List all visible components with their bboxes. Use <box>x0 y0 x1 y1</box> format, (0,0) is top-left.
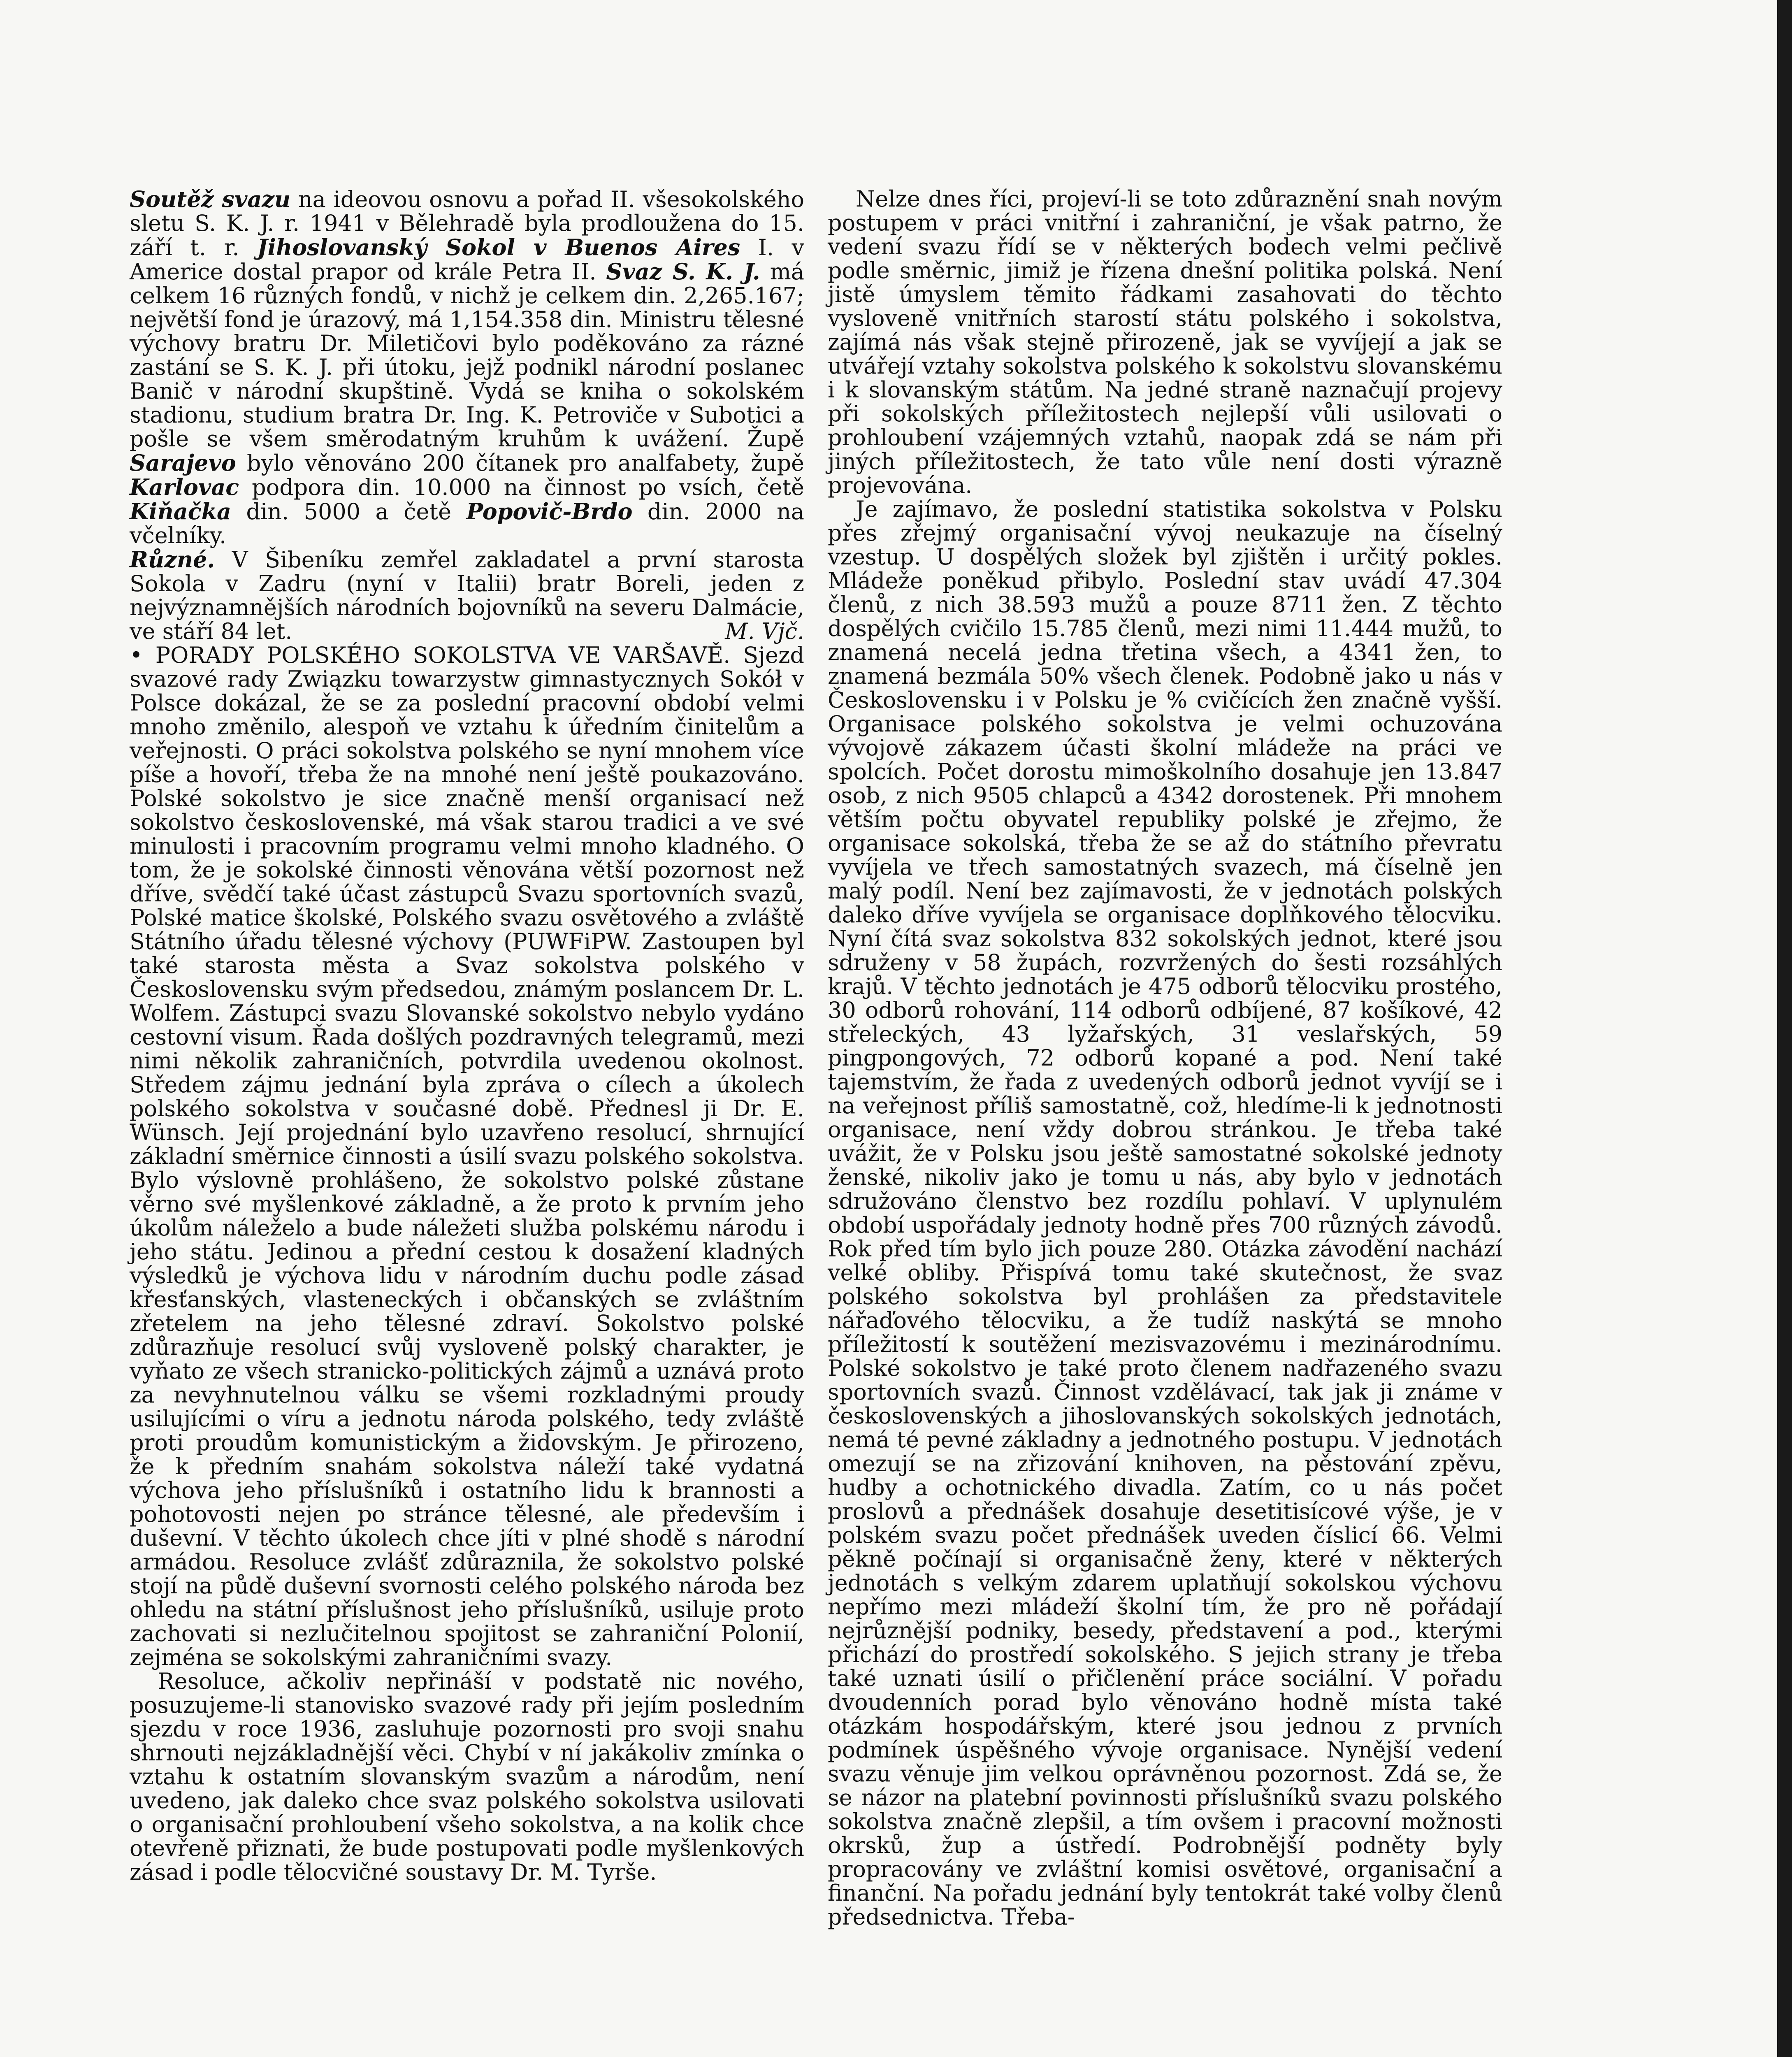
right-column <box>828 187 1502 1929</box>
emphasis-text: Karlovac <box>130 474 239 500</box>
emphasis-text: Jihoslovanský Sokol v Buenos Aires <box>257 234 740 260</box>
paragraph-text: má celkem 16 různých fondů, v nichž je celkem din. 2,265.167; největší fond je úrazový, má 1,154.358 din. Ministru tělesné výchovy bratru Dr. Miletičovi bylo poděkováno za rázné zastání se S. K. J. při útoku, jejž podnikl národní poslanec Banič v národní skupštině. Vydá se kniha o sokolském stadionu, studium bratra Dr. Ing. K. Petroviče v Subotici a pošle se všem směrodatným kruhům k uvážení. Župě <box>130 259 804 452</box>
left-column <box>130 187 804 1884</box>
paragraph-resoluce: Resoluce, ačkoliv nepřináší v podstatě nic nového, posuzujeme-li stanovisko svazové rady při jejím posledním sjezdu v roce 1936, zasluhuje pozornosti pro svoji snahu shrnouti nejzákladnější věci. Chybí v ní jakákoliv zmínka o vztahu k ostatním slovanským svazům a národům, není uvedeno, jak daleko chce svaz polského sokolstva usilovati o organisační prohloubení všeho sokolstva, a na kolik chce otevřeně přiznati, že bude postupovati podle myšlenkových zásad i podle tělocvičné soustavy Dr. M. Tyrše. <box>130 1668 804 1885</box>
paragraph-ruzne <box>130 548 804 643</box>
paragraph-text: na ideovou osnovu a pořad II. všesokolského sletu S. K. J. r. 1941 v Bělehradě byla prodloužena do 15. září t. r. <box>130 186 804 260</box>
paragraph-porady-polskeho-sokolstva: • PORADY POLSKÉHO SOKOLSTVA VE VARŠAVĚ. Sjezd svazové rady Związku towarzystw gimnastycznych Sokół v Polsce dokázal, že se za poslední pracovní období velmi mnoho změnilo, alespoň ve vztahu k úředním činitelům a veřejnosti. O práci sokolstva polského se nyní mnohem více píše a hovoří, třeba že na mnohé není ještě poukazováno. Polské sokolstvo je sice značně menší organisací než sokolstvo československé, má však starou tradici a ve své minulosti i pracovním programu velmi mnoho kladného. O tom, že je sokolské činnosti věnována větší pozornost než dříve, svědčí také účast zástupců Svazu sportovních svazů, Polské matice školské, Polského svazu osvětového a zvláště Státního úřadu tělesné výchovy (PUWFiPW. Zastoupen byl také starosta města a Svaz sokolstva polského v Československu svým předsedou, známým poslancem Dr. L. Wolfem. Zástupci svazu Slovanské sokolstvo nebylo vydáno cestovní visum. Řada došlých pozdravných telegramů, mezi nimi několik zahraničních, potvrdila uvedenou okolnost. Středem zájmu jednání byla zpráva o cílech a úkolech polského sokolstva v současné době. Přednesl ji Dr. E. Wünsch. Její projednání bylo uzavřeno resolucí, shrnující základní směrnice činnosti a úsilí svazu polského sokolstva. Bylo výslovně prohlášeno, že sokolstvo polské zůstane věrno své myšlenkové základně, a že proto k prvním jeho úkolům náleželo a bude náležeti služba polskému národu i jeho státu. Jedinou a přední cestou k dosažení kladných výsledků je výchova lidu v národním duchu podle zásad křesťanských, vlasteneckých i občanských se zvláštním zřetelem na jeho tělesné zdraví. Sokolstvo polské zdůrazňuje resolucí svůj vysloveně polský charakter, je vyňato ze všech stranicko-politických zájmů a uznává proto za nevyhnutelnou válku se všemi rozkladnými proudy usilujícími o víru a jednotu národa polského, tedy zvláště proti proudům komunistickým a židovským. Je přirozeno, že k předním snahám sokolstva náleží také vydatná výchova jeho příslušníků i ostatního lidu k brannosti a pohotovosti nejen po stránce tělesné, ale především i duševní. V těchto úkolech chce jíti v plné shodě s národní armádou. Resoluce zvlášť zdůraznila, že sokolstvo polské stojí na půdě duševní svornosti celého polského národa bez ohledu na státní příslušnost jeho příslušníků, usiluje proto zachovati si nezlučitelnou spojitost se zahraniční Polonií, zejména se sokolskými zahraničními svazy. <box>130 642 804 1670</box>
paragraph-lead: Soutěž svazu <box>130 186 291 212</box>
page-edge-shadow <box>1777 0 1792 2057</box>
emphasis-text: Kiňačka <box>130 498 231 525</box>
emphasis-text: Svaz S. K. J. <box>606 258 760 285</box>
paragraph-nelze-dnes-rici: Nelze dnes říci, projeví-li se toto zdůraznění snah novým postupem v práci vnitřní i zahraniční, je však patrno, že vedení svazu řídí se v některých bodech velmi pečlivě podle směrnic, jimiž je řízena dnešní politika polská. Není jistě úmyslem těmito řádkami zasahovati do těchto vysloveně vnitřních starostí státu polského i sokolstva, zajímá nás však stejně přirozeně, jak se vyvíjejí a jak se utvářejí vztahy sokolstva polského k sokolstvu slovanskému i k slovanským státům. Na jedné straně naznačují projevy při sokolských příležitostech nejlepší vůli usilovati o prohloubení vzájemných vztahů, naopak zdá se nám při jiných příležitostech, že tato vůle není dosti výrazně projevována. <box>828 186 1502 498</box>
paragraph-text: podpora din. 10.000 na činnost po vsích, četě <box>239 474 804 500</box>
paragraph-text: I. v Americe dostal prapor od krále Petra II. <box>130 234 804 285</box>
paragraph-lead: Různé. <box>130 546 215 573</box>
emphasis-text: Sarajevo <box>130 450 236 476</box>
paragraph-text: din. 5000 a četě <box>231 499 467 525</box>
paragraph-text: bylo věnováno 200 čítanek pro analfabety, župě <box>236 450 804 476</box>
author-signature: M. Vjč. <box>725 618 804 644</box>
emphasis-text: Popovič-Brdo <box>466 498 633 525</box>
paragraph-text: din. 2000 na včelníky. <box>130 499 804 548</box>
paragraph-text: V Šibeníku zemřel zakladatel a první starosta Sokola v Zadru (nyní v Italii) bratr Boreli, jeden z nejvýznamnějších národních bojovníků na severu Dalmácie, ve stáří 84 let. <box>130 547 804 644</box>
paragraph-soutez-svazu <box>130 187 804 548</box>
paragraph-statistika: Je zajímavo, že poslední statistika sokolstva v Polsku přes zřejmý organisační vývoj neukazuje na číselný vzestup. U dospělých složek byl zjištěn i určitý pokles. Mládeže poněkud přibylo. Poslední stav uvádí 47.304 členů, z nich 38.593 mužů a pouze 8711 žen. Z těchto dospělých cvičilo 15.785 členů, mezi nimi 11.444 mužů, to znamená necelá jedna třetina všech, a 4341 žen, to znamená bezmála 50% všech členek. Podobně jako u nás v Československu i v Polsku je % cvičících žen značně vyšší. Organisace polského sokolstva je velmi ochuzována vývojově zákazem účasti školní mládeže na práci ve spolcích. Počet dorostu mimoškolního dosahuje jen 13.847 osob, z nich 9505 chlapců a 4342 dorostenek. Při mnohem větším počtu obyvatel republiky polské je zřejmo, že organisace sokolská, třeba že se až do státního převratu vyvíjela ve třech samostatných svazech, má číselně jen malý podíl. Není bez zajímavosti, že v jednotách polských daleko dříve vyvíjela se organisace doplňkového tělocviku. Nyní čítá svaz sokolstva 832 sokolských jednot, které jsou sdruženy v 58 župách, rozvržených do šesti rozsáhlých krajů. V těchto jednotách je 475 odborů tělocviku prostého, 30 odborů rohování, 114 odborů odbíjené, 87 košíkové, 42 střeleckých, 43 lyžařských, 31 veslařských, 59 pingpongových, 72 odborů kopané a pod. Není také tajemstvím, že řada z uvedených odborů jednot vyvíjí se i na veřejnost příliš samostatně, což, hledíme-li k jednotnosti organisace, není vždy dobrou stránkou. Je třeba také uvážit, že v Polsku jsou ještě samostatné sokolské jednoty ženské, nikoliv jako je tomu u nás, aby bylo v jednotách sdružováno členstvo bez rozdílu pohlaví. V uplynulém období uspořádaly jednoty hodně přes 700 různých závodů. Rok před tím bylo jich pouze 280. Otázka závodění nachází velké obliby. Přispívá tomu také skutečnost, že svaz polského sokolstva byl prohlášen za představitele nářaďového tělocviku, a že tudíž naskýtá se mnoho příležitostí k soutěžení mezisvazovému i mezinárodnímu. Polské sokolstvo je také proto členem nadřazeného svazu sportovních svazů. Činnost vzdělávací, tak jak ji známe v československých a jihoslovanských sokolských jednotách, nemá té pevné základny a jednotného postupu. V jednotách omezují se na zřizování knihoven, na pěstování zpěvu, hudby a ochotnického divadla. Zatím, co u nás počet proslovů a přednášek dosahuje desetitisícové výše, je v polském svazu počet přednášek uveden číslicí 66. Velmi pěkně počínají si organisačně ženy, které v některých jednotách s velkým zdarem uplatňují sokolskou výchovu nepřímo mezi mládeží školní tím, že pro ně pořádají nejrůznější podniky, besedy, představení a pod., kterými přichází do prostředí sokolského. S jejich strany je třeba také uznati úsilí o přičlenění práce sociální. V pořadu dvoudenních porad bylo věnováno hodně místa také otázkám hospodářským, které jsou jednou z prvních podmínek úspěšného vývoje organisace. Nynější vedení svazu věnuje jim velkou oprávněnou pozornost. Zdá se, že se názor na platební povinnosti příslušníků svazu polského sokolstva značně zlepšil, a tím ovšem i pracovní možnosti okrsků, žup a ústředí. Podrobnější podněty byly propracovány ve zvláštní komisi osvětové, organisační a finanční. Na pořadu jednání byly tentokrát také volby členů předsednictva. Třeba- <box>828 496 1502 1930</box>
